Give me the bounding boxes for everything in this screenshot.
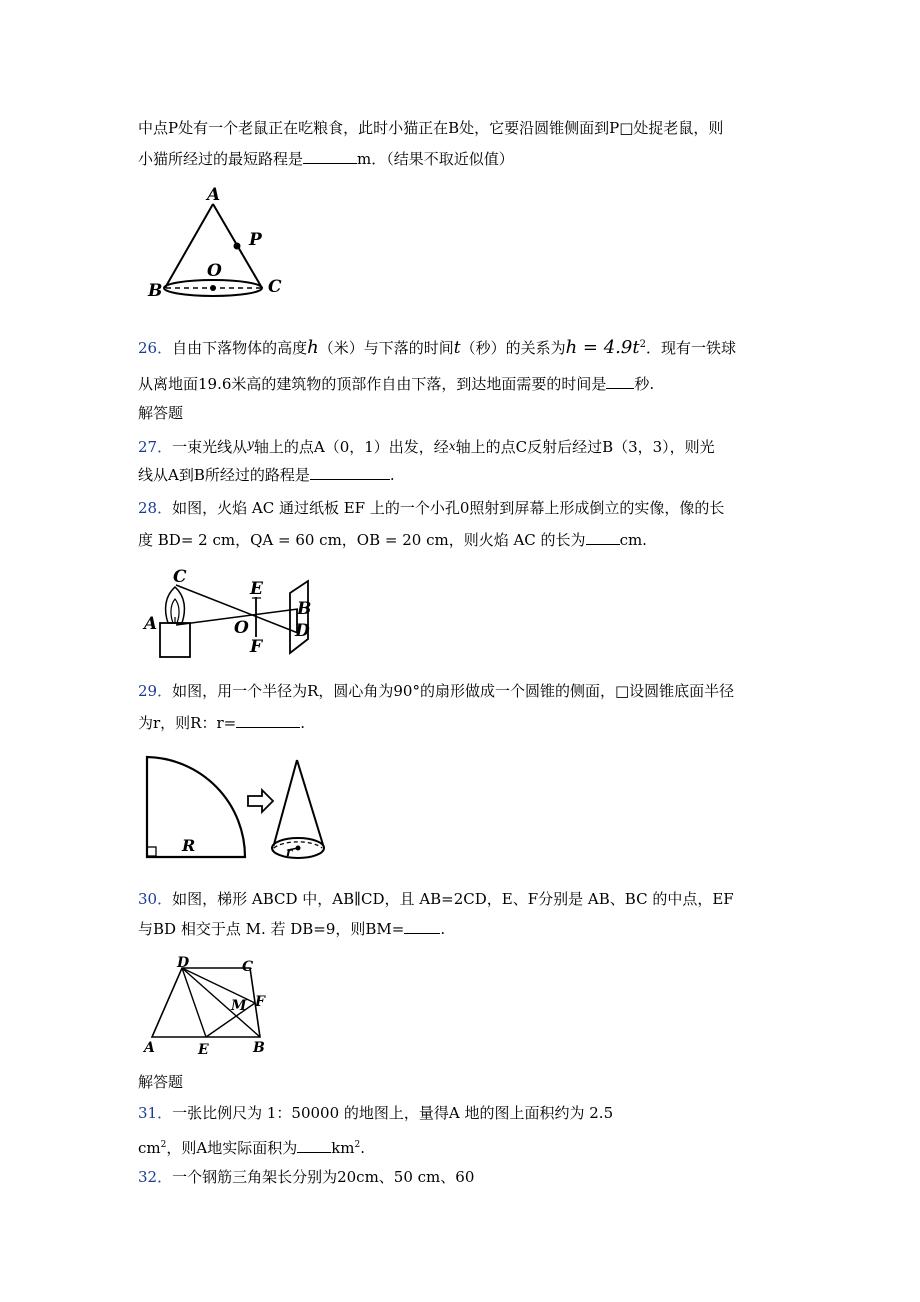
q29-answer-blank[interactable] — [236, 713, 300, 728]
label-F: F — [255, 994, 265, 1010]
q31-answer-blank[interactable] — [297, 1138, 331, 1153]
label-P: P — [249, 230, 262, 250]
label-C: C — [242, 959, 254, 975]
q31-line1: 31．一张比例尺为 1：50000 的地图上，量得A 地的图上面积约为 2.5 — [138, 1104, 614, 1122]
q26-answer-blank[interactable] — [606, 374, 634, 389]
q25-line2: 小猫所经过的最短路程是 m．（结果不取近似值） — [138, 150, 514, 168]
label-F: F — [250, 637, 263, 657]
q29-line2: 为r，则R：r= . — [138, 714, 305, 732]
q25-cone-figure — [140, 182, 300, 302]
q25-line1: 中点P处有一个老鼠正在吃粮食，此时小猫正在B处，它要沿圆锥侧面到P□处捉老鼠，则 — [138, 119, 724, 137]
label-O: O — [234, 618, 249, 638]
q29-sector-cone-figure — [140, 752, 360, 864]
q30-answer-blank[interactable] — [404, 919, 440, 934]
q25-answer-blank[interactable] — [303, 149, 357, 164]
q30-trapezoid-figure — [140, 955, 290, 1059]
label-A: A — [207, 185, 221, 205]
q32-line1: 32．一个钢筋三角架长分别为20cm、50 cm、60 — [138, 1168, 475, 1186]
q31-line2: $cm^2$，则A地实际面积为 $km^2$. — [138, 1139, 366, 1157]
q26-line2: 从离地面19.6米高的建筑物的顶部作自由下落，到达地面需要的时间是 秒. — [138, 375, 655, 393]
q28-answer-blank[interactable] — [586, 530, 620, 545]
q27-answer-blank[interactable] — [310, 465, 390, 480]
q29-line1: 29．如图，用一个半径为R，圆心角为90°的扇形做成一个圆锥的侧面，□设圆锥底面半径 — [138, 682, 735, 700]
q28-line2: 度 BD= 2 cm，QA = 60 cm，OB = 20 cm，则火焰 AC 的长为 cm. — [138, 531, 647, 549]
q28-pinhole-figure — [140, 565, 340, 665]
label-A: A — [144, 614, 158, 634]
q30-line2: 与BD 相交于点 M. 若 DB=9，则BM= . — [138, 920, 446, 938]
label-C: C — [268, 277, 282, 297]
label-A: A — [144, 1040, 155, 1056]
q26-line1: 26．自由下落物体的高度h（米）与下落的时间t（秒）的关系为$h = 4.9t^2$．现有一铁球 — [138, 337, 736, 358]
label-E: E — [198, 1042, 209, 1058]
q30-line1: 30．如图，梯形 ABCD 中，AB∥CD，且 AB=2CD，E、F分别是 AB、BC 的中点，EF — [138, 890, 734, 908]
section-heading-1: 解答题 — [138, 404, 184, 422]
label-C: C — [173, 567, 187, 587]
label-B: B — [148, 281, 163, 301]
label-r: r — [286, 845, 293, 859]
q28-line1: 28．如图，火焰 AC 通过纸板 EF 上的一个小孔0照射到屏幕上形成倒立的实像，像的长 — [138, 499, 725, 517]
section-heading-2: 解答题 — [138, 1073, 184, 1091]
label-B: B — [253, 1040, 265, 1056]
label-M: M — [231, 998, 247, 1014]
label-O: O — [207, 261, 222, 281]
label-D: D — [177, 955, 190, 971]
label-E: E — [250, 579, 263, 599]
label-D: D — [295, 621, 310, 641]
label-B: B — [297, 599, 312, 619]
q27-line2: 线从A到B所经过的路程是 . — [138, 466, 395, 484]
q27-line1: 27．一束光线从$^y$轴上的点A（0，1）出发，经x轴上的点C反射后经过B（3，3），则光 — [138, 437, 715, 456]
label-R: R — [182, 836, 196, 855]
